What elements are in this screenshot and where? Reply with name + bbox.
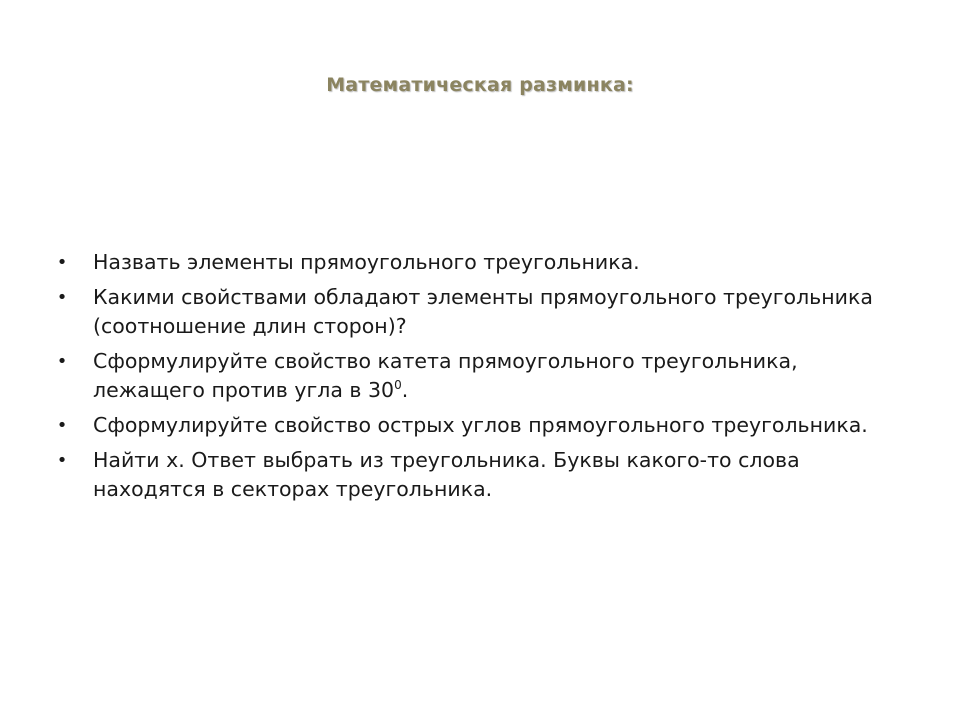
bullet-text: Назвать элементы прямоугольного треугольника.: [93, 250, 640, 274]
bullet-icon: •: [56, 287, 68, 308]
bullet-item: [55, 411, 915, 440]
degree-superscript: 0: [394, 378, 402, 393]
bullet-item: [55, 248, 915, 277]
bullet-text: Найти x. Ответ выбрать из треугольника. Буквы какого-то слова находятся в секторах треугольника.: [93, 448, 800, 501]
bullet-item: [55, 347, 915, 405]
bullet-text-main: Сформулируйте свойство катета прямоугольного треугольника, лежащего против угла в 30: [93, 349, 798, 402]
bullet-icon: •: [56, 415, 68, 436]
bullet-icon: •: [56, 450, 68, 471]
bullet-text: Какими свойствами обладают элементы прямоугольного треугольника (соотношение длин сторон)?: [93, 285, 873, 338]
slide-title: Математическая разминка:: [326, 74, 634, 96]
bullet-icon: •: [56, 351, 68, 372]
bullet-text: [93, 349, 798, 402]
bullet-text-end: .: [401, 378, 409, 402]
bullet-item: [55, 283, 915, 341]
bullet-icon: •: [56, 252, 68, 273]
bullet-text: Сформулируйте свойство острых углов прямоугольного треугольника.: [93, 413, 868, 437]
bullet-item: [55, 446, 915, 504]
bullet-list: [55, 248, 915, 510]
